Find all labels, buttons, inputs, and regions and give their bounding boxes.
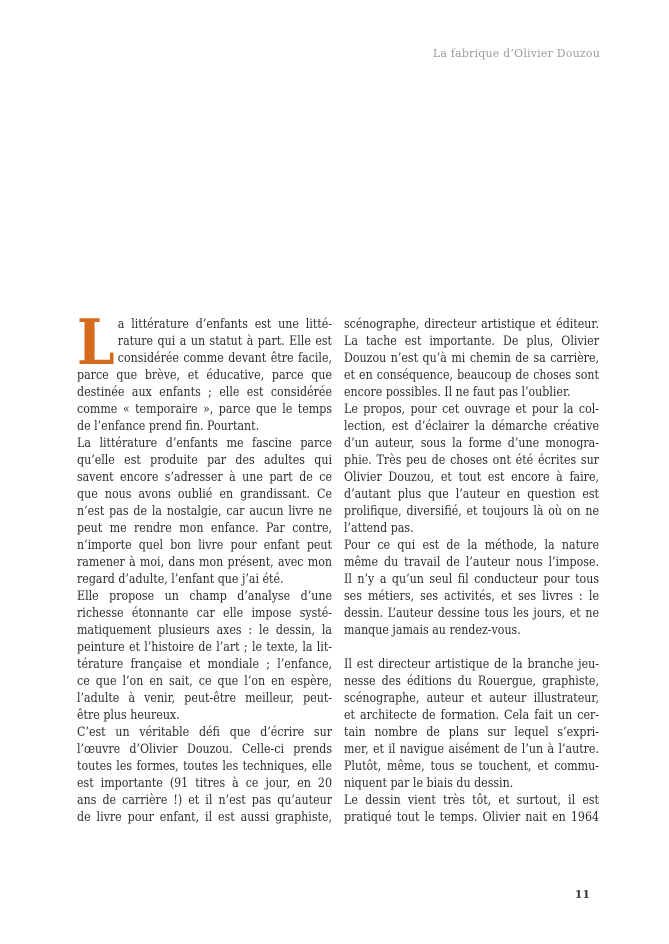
text-line: manque jamais au rendez-vous. xyxy=(344,623,521,638)
text-line: phie. Très peu de choses ont été écrites sur xyxy=(344,453,599,468)
text-columns xyxy=(0,305,669,876)
text-line: ce que l’on en sait, ce que l’on en espère, xyxy=(77,674,332,689)
text-line: Le dessin vient très tôt, et surtout, il est xyxy=(344,793,599,808)
text-line: d’autant plus que l’auteur en question est xyxy=(344,487,599,502)
text-line: l’adulte à venir, peut-être meilleur, peut- xyxy=(77,691,332,706)
text-line: térature française et mondiale ; l’enfance, xyxy=(77,657,332,672)
text-line: peut me rendre mon enfance. Par contre, xyxy=(77,521,332,536)
text-line: Pour ce qui est de la méthode, la nature xyxy=(344,538,599,553)
text-line: regard d’adulte, l’enfant que j’ai été. xyxy=(77,572,284,587)
text-line: même du travail de l’auteur nous l’impose. xyxy=(344,555,599,570)
text-line: n’est pas de la nostalgie, car aucun livre ne xyxy=(77,504,332,519)
text-line: richesse étonnante car elle impose systé- xyxy=(77,606,332,621)
text-line: prolifique, diversifié, et toujours là où on ne xyxy=(344,504,599,519)
column-left xyxy=(77,305,332,826)
text-line: ans de carrière !) et il n’est pas qu’auteur xyxy=(77,793,332,808)
text-line: lection, est d’éclairer la démarche créative xyxy=(344,419,599,434)
text-line: de l’enfance prend fin. Pourtant. xyxy=(77,419,260,434)
text-line: Il n’y a qu’un seul fil conducteur pour tous xyxy=(344,572,599,587)
text-line: niquent par le biais du dessin. xyxy=(344,776,514,791)
text-line: mer, et il navigue aisément de l’un à l’autre. xyxy=(344,742,599,757)
page-number: 11 xyxy=(574,888,590,901)
text-line: Olivier Douzou, et tout est encore à faire, xyxy=(344,470,599,485)
text-line: considérée comme devant être facile, xyxy=(117,351,332,366)
text-line: qu’elle est produite par des adultes qui xyxy=(77,453,332,468)
text-line: scénographe, directeur artistique et éditeur. xyxy=(344,317,599,332)
text-line: et architecte de formation. Cela fait un cer- xyxy=(344,708,599,723)
text-line: tain nombre de plans sur lequel s’expri- xyxy=(344,725,599,740)
text-line: de livre pour enfant, il est aussi graphiste, xyxy=(77,810,332,825)
text-line: l’attend pas. xyxy=(344,521,414,536)
text-line: La littérature d’enfants me fascine parce xyxy=(77,436,332,451)
text-line: est importante (91 titres à ce jour, en 20 xyxy=(77,776,332,791)
text-line: matiquement plusieurs axes : le dessin, la xyxy=(77,623,332,638)
text-line: pratiqué tout le temps. Olivier nait en 1964 xyxy=(344,810,599,825)
text-line: l’œuvre d’Olivier Douzou. Celle-ci prends xyxy=(77,742,332,757)
text-line: comme « temporaire », parce que le temps xyxy=(77,402,332,417)
text-line: scénographe, auteur et auteur illustrateur, xyxy=(344,691,599,706)
column-right xyxy=(344,316,599,826)
text-line: ramener à moi, dans mon présent, avec mon xyxy=(77,555,332,570)
text-line: d’un auteur, sous la forme d’une monogra- xyxy=(344,436,599,451)
text-line: et en conséquence, beaucoup de choses sont xyxy=(344,368,599,383)
text-line: Douzou n’est qu’à mi chemin de sa carrière, xyxy=(344,351,599,366)
text-line: C’est un véritable défi que d’écrire sur xyxy=(77,725,332,740)
text-line: que nous avons oublié en grandissant. Ce xyxy=(77,487,332,502)
text-line: encore possibles. Il ne faut pas l’oublier. xyxy=(344,385,571,400)
text-line: Le propos, pour cet ouvrage et pour la col- xyxy=(344,402,599,417)
text-line: nesse des éditions du Rouergue, graphiste, xyxy=(344,674,599,689)
text-line: parce que brève, et éducative, parce que xyxy=(77,368,332,383)
text-line: peinture et l’histoire de l’art ; le texte, la lit- xyxy=(77,640,332,655)
text-line: toutes les formes, toutes les techniques, elle xyxy=(77,759,332,774)
text-line: destinée aux enfants ; elle est considérée xyxy=(77,385,332,400)
text-line: dessin. L’auteur dessine tous les jours, et ne xyxy=(344,606,599,621)
text-line: ses métiers, ses activités, et ses livres : le xyxy=(344,589,599,604)
running-header: La fabrique d’Olivier Douzou xyxy=(432,47,600,60)
text-line: a littérature d’enfants est une litté- xyxy=(117,317,332,332)
text-line: n’importe quel bon livre pour enfant peut xyxy=(77,538,332,553)
text-line: savent encore s’adresser à une part de ce xyxy=(77,470,332,485)
text-line: être plus heureux. xyxy=(77,708,180,723)
text-line: La tache est importante. De plus, Olivier xyxy=(344,334,599,349)
text-line: Il est directeur artistique de la branche jeu- xyxy=(344,657,599,672)
text-line: rature qui a un statut à part. Elle est xyxy=(117,334,332,349)
text-line: Plutôt, même, tous se touchent, et commu- xyxy=(344,759,599,774)
drop-cap: L xyxy=(77,305,115,379)
text-line: Elle propose un champ d’analyse d’une xyxy=(77,589,332,604)
